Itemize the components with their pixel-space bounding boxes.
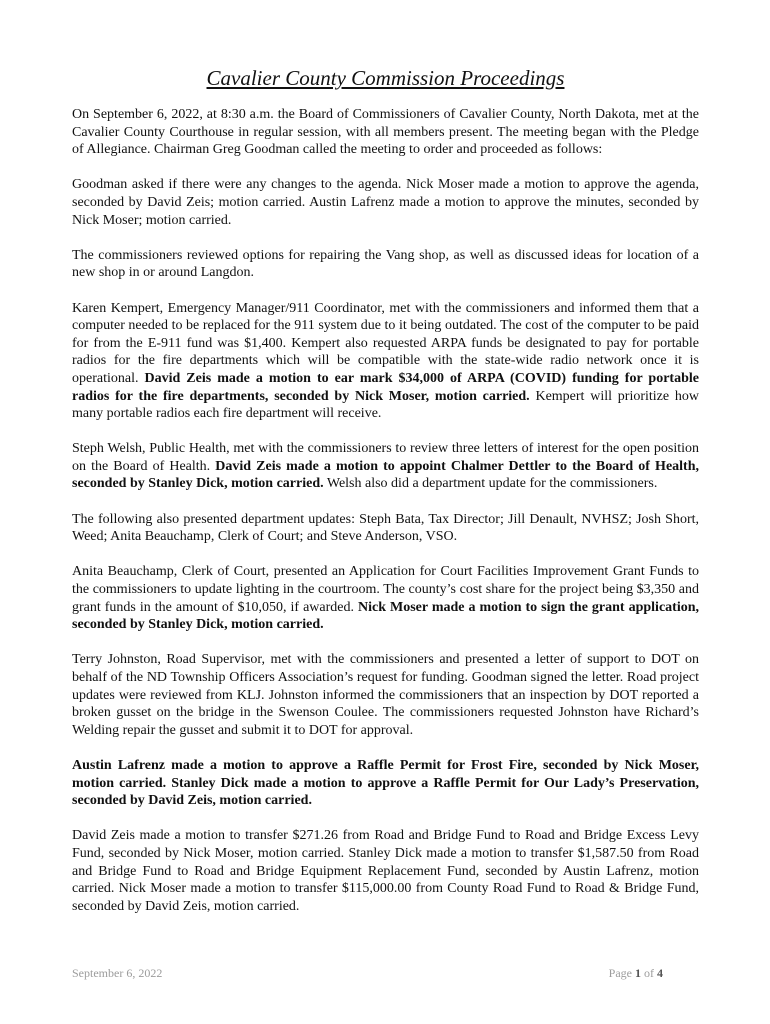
- paragraph: [72, 247, 699, 282]
- document-title: Cavalier County Commission Proceedings: [206, 66, 565, 90]
- paragraph: [72, 440, 699, 493]
- footer-page-number: [609, 966, 663, 981]
- document-body: [72, 106, 699, 915]
- motion-text: David Zeis made a motion to appoint Chalmer Dettler to the Board of Health, seconded by Stanley Dick, motion carried.: [72, 458, 699, 492]
- footer-date: September 6, 2022: [72, 966, 163, 980]
- paragraph-text: The following also presented department updates: Steph Bata, Tax Director; Jill Denault, NVHSZ; Josh Short, Weed; Anita Beauchamp, Clerk of Court; and Steve Anderson, VSO.: [72, 511, 699, 545]
- paragraph-text: Welsh also did a department update for the commissioners.: [323, 476, 658, 492]
- paragraph: [72, 300, 699, 423]
- paragraph: [72, 511, 699, 546]
- paragraph-text: Kempert will prioritize how many portable radios each fire department will receive.: [72, 388, 699, 422]
- paragraph-text: The commissioners reviewed options for repairing the Vang shop, as well as discussed ideas for location of a new shop in or around Langdon.: [72, 247, 699, 281]
- motion-text: Austin Lafrenz made a motion to approve a Raffle Permit for Frost Fire, seconded by Nick Moser, motion carried. Stanley Dick made a motion to approve a Raffle Permit for Our Lady’s Preservation, seconded by David Zeis, motion carried.: [72, 757, 699, 809]
- motion-text: David Zeis made a motion to ear mark $34,000 of ARPA (COVID) funding for portable radios for the fire departments, seconded by Nick Moser, motion carried.: [72, 370, 699, 404]
- paragraph-text: Anita Beauchamp, Clerk of Court, presented an Application for Court Facilities Improvement Grant Funds to the commissioners to update lighting in the courtroom. The county’s cost share for the project being $3,350 and grant funds in the amount of $10,050, if awarded.: [72, 564, 699, 615]
- paragraph-text: Goodman asked if there were any changes to the agenda. Nick Moser made a motion to approve the agenda, seconded by David Zeis; motion carried. Austin Lafrenz made a motion to approve the minutes, seconded by Nick Moser; motion carried.: [72, 177, 699, 228]
- footer-page-word: Page: [608, 966, 632, 980]
- motion-text: Nick Moser made a motion to sign the grant application, seconded by Stanley Dick, motion carried.: [72, 599, 699, 633]
- paragraph: [72, 757, 699, 810]
- footer-of-word: of: [644, 966, 654, 980]
- footer-page-current: 1: [635, 966, 641, 980]
- paragraph: [72, 106, 699, 159]
- paragraph-text: Terry Johnston, Road Supervisor, met with the commissioners and presented a letter of support to DOT on behalf of the ND Township Officers Association’s request for funding. Goodman signed the letter. Road project updates were reviewed from KLJ. Johnston informed the commissioners that an inspection by DOT reported a broken gusset on the bridge in the Swenson Coulee. The commissioners requested Johnston have Richard’s Welding repair the gusset and submit it to DOT for approval.: [72, 652, 699, 738]
- paragraph-text: David Zeis made a motion to transfer $271.26 from Road and Bridge Fund to Road and Bridge Excess Levy Fund, seconded by Nick Moser, motion carried. Stanley Dick made a motion to transfer $1,587.50 from Road and Bridge Fund to Road and Bridge Equipment Replacement Fund, seconded by Austin Lafrenz, motion carried. Nick Moser made a motion to transfer $115,000.00 from County Road Fund to Road & Bridge Fund, seconded by David Zeis, motion carried.: [72, 828, 699, 914]
- page-footer: [72, 966, 663, 981]
- footer-page-total: 4: [657, 966, 663, 980]
- paragraph-text: Steph Welsh, Public Health, met with the commissioners to review three letters of interest for the open position on the Board of Health.: [72, 441, 699, 474]
- paragraph: [72, 176, 699, 229]
- paragraph: [72, 563, 699, 633]
- paragraph: [72, 827, 699, 915]
- document-page: [72, 64, 699, 933]
- paragraph: [72, 651, 699, 739]
- paragraph-text: Karen Kempert, Emergency Manager/911 Coordinator, met with the commissioners and informed them that a computer needed to be replaced for the 911 system due to it being outdated. The cost of the computer to be paid for from the E-911 fund was $1,400. Kempert also requested ARPA funds be designated to pay for portable radios for the fire departments which will be compatible with the state-wide radio network once it is operational.: [72, 300, 699, 386]
- paragraph-text: On September 6, 2022, at 8:30 a.m. the Board of Commissioners of Cavalier County, North Dakota, met at the Cavalier County Courthouse in regular session, with all members present. The meeting began with the Pledge of Allegiance. Chairman Greg Goodman called the meeting to order and proceeded as follows:: [72, 107, 699, 158]
